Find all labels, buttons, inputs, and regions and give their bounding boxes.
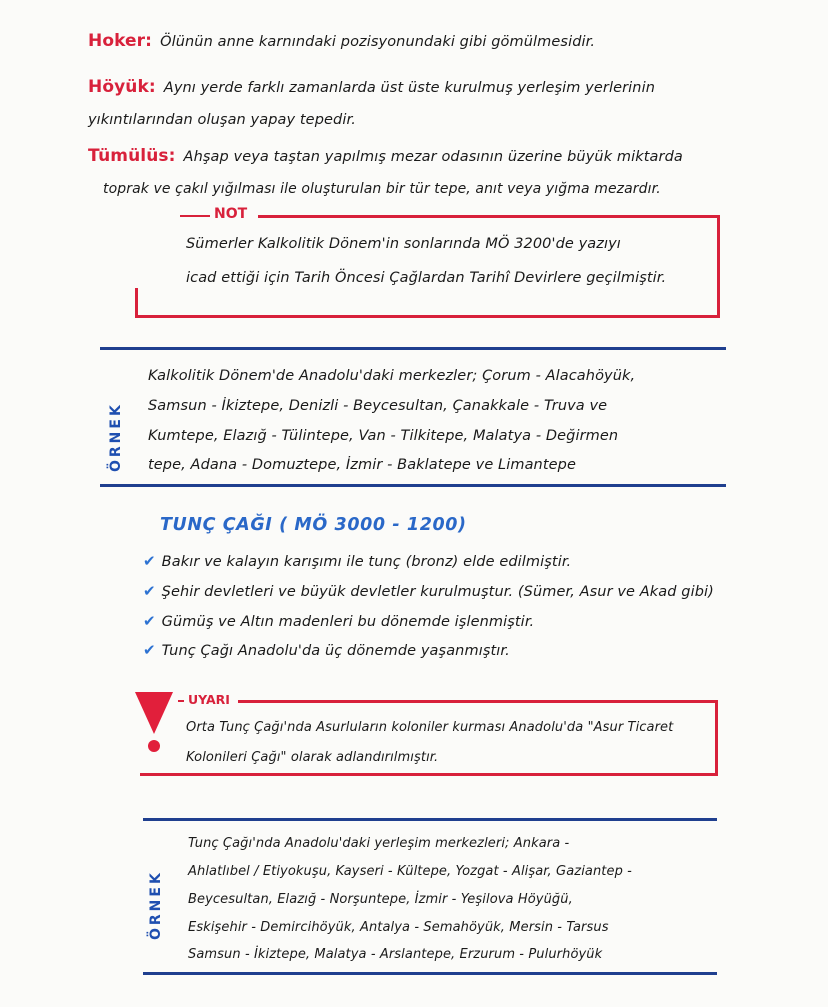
definition-tumulus-cont [103,181,661,197]
divider [100,484,726,487]
bullet-text: Şehir devletleri ve büyük devletler kurulmuştur. (Sümer, Asur ve Akad gibi) [161,584,714,600]
definition-text: Ahşap veya taştan yapılmış mezar odasının üzerine büyük miktarda [183,149,683,165]
example-line: Eskişehir - Demircihöyük, Antalya - Semahöyük, Mersin - Tarsus [188,920,609,935]
example-line: Ahlatlıbel / Etiyokuşu, Kayseri - Kültepe, Yozgat - Alişar, Gaziantep - [188,864,632,879]
note-box-bottom [135,315,720,318]
example-line: Samsun - İkiztepe, Denizli - Beycesultan, Çanakkale - Truva ve [148,398,608,414]
bullet-text: Gümüş ve Altın madenleri bu dönemde işlenmiştir. [161,614,535,630]
note-text: Sümerler Kalkolitik Dönem'in sonlarında MÖ 3200'de yazıyı [186,236,621,252]
bullet-text: Bakır ve kalayın karışımı ile tunç (bronz) elde edilmiştir. [161,554,572,570]
definition-text: toprak ve çakıl yığılması ile oluşturulan bir tür tepe, anıt veya yığma mezardır. [103,181,661,197]
checkmark-icon: ✔ [143,582,156,600]
definition-text: Aynı yerde farklı zamanlarda üst üste kurulmuş yerleşim yerlerinin [163,80,655,96]
definition-term: Hoker: [88,31,153,51]
note-box-top [258,215,720,218]
example-label: ÖRNEK [148,870,164,940]
warning-box-top-left [178,700,184,702]
example-line: Kalkolitik Dönem'de Anadolu'daki merkezler; Çorum - Alacahöyük, [148,368,636,384]
section-heading: TUNÇ ÇAĞI ( MÖ 3000 - 1200) [160,515,467,535]
warning-box-top [238,700,718,703]
definition-tumulus [88,146,683,166]
note-box-left [135,288,138,318]
note-box-top-left [180,215,210,217]
definition-term: Tümülüs: [88,146,176,166]
example-line: Beycesultan, Elazığ - Norşuntepe, İzmir - Yeşilova Höyüğü, [188,892,573,907]
checkmark-icon: ✔ [143,641,156,659]
note-text: icad ettiği için Tarih Öncesi Çağlardan Tarihî Devirlere geçilmiştir. [186,270,667,286]
example-label: ÖRNEK [108,402,124,472]
bullet-item [143,582,714,600]
definition-term: Höyük: [88,77,156,97]
example-line: Tunç Çağı'nda Anadolu'daki yerleşim merkezleri; Ankara - [188,836,570,851]
definition-text: yıkıntılarından oluşan yapay tepedir. [88,112,356,128]
checkmark-icon: ✔ [143,612,156,630]
divider [100,347,726,350]
warning-box-right [715,700,718,776]
divider [143,972,717,975]
bullet-text: Tunç Çağı Anadolu'da üç dönemde yaşanmıştır. [161,643,510,659]
warning-icon [133,690,175,756]
example-line: tepe, Adana - Domuztepe, İzmir - Baklatepe ve Limantepe [148,457,576,473]
definition-hoker [88,31,595,51]
divider [143,818,717,821]
warning-text: Orta Tunç Çağı'nda Asurluların koloniler kurması Anadolu'da "Asur Ticaret [186,720,674,735]
example-line: Kumtepe, Elazığ - Tülintepe, Van - Tilkitepe, Malatya - Değirmen [148,428,619,444]
note-box-right [717,215,720,318]
example-line: Samsun - İkiztepe, Malatya - Arslantepe, Erzurum - Pulurhöyük [188,947,603,962]
warning-label: UYARI [188,692,230,707]
bullet-item [143,552,571,570]
bullet-item [143,612,534,630]
note-label: NOT [214,206,248,222]
bullet-item [143,641,510,659]
warning-box-bottom [140,773,718,776]
definition-hoyuk-cont [88,112,356,128]
warning-text: Kolonileri Çağı" olarak adlandırılmıştır. [186,750,439,765]
checkmark-icon: ✔ [143,552,156,570]
definition-hoyuk [88,77,655,97]
definition-text: Ölünün anne karnındaki pozisyonundaki gibi gömülmesidir. [160,34,596,50]
